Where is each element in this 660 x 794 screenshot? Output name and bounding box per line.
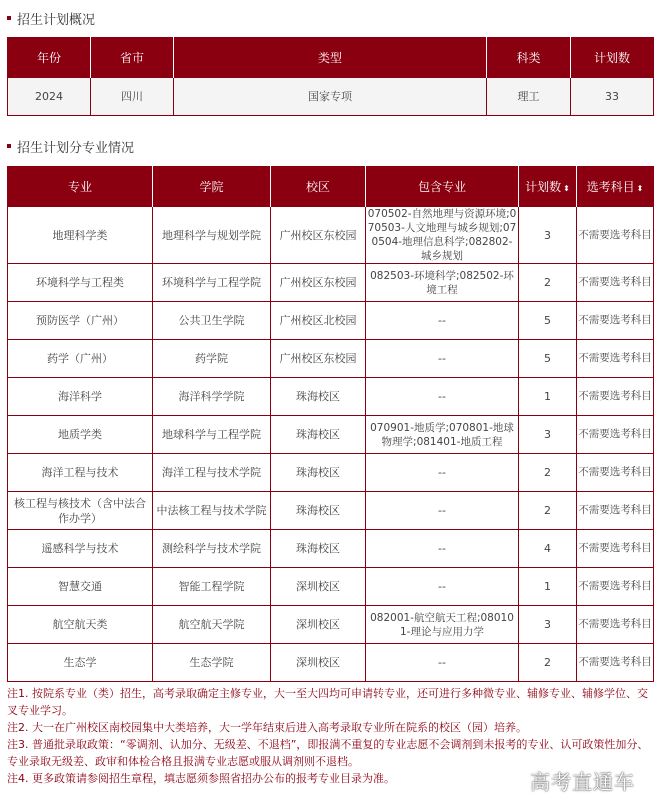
table-cell: 环境科学与工程类 — [8, 264, 153, 302]
note-text: 注3. 普通批录取政策：“零调剂、认加分、无级差、不退档”，即报满不重复的专业志愿不会调剂到未报考的专业、认可政策性加分、专业录取无级差、政审和体检合格且报满专业志愿或服从调剂则不退档。 — [7, 738, 649, 768]
table-cell: 2 — [519, 644, 577, 682]
column-header: 科类 — [487, 37, 571, 78]
table-cell: 不需要选考科目 — [577, 530, 654, 568]
table-cell: 不需要选考科目 — [577, 416, 654, 454]
table-cell: -- — [366, 340, 519, 378]
column-header-label: 专业 — [67, 179, 92, 194]
table-row — [8, 340, 654, 378]
table-cell: 4 — [519, 530, 577, 568]
table-cell: 1 — [519, 568, 577, 606]
table-cell: -- — [366, 568, 519, 606]
table-cell: -- — [366, 302, 519, 340]
note — [7, 770, 655, 794]
table-row — [8, 530, 654, 568]
table-cell: 不需要选考科目 — [577, 492, 654, 530]
table-row — [8, 454, 654, 492]
table-cell: 不需要选考科目 — [577, 644, 654, 682]
section-title-overview: 招生计划概况 — [7, 9, 653, 27]
table-cell: 珠海校区 — [271, 530, 366, 568]
table-cell: 2 — [519, 454, 577, 492]
table-cell: 不需要选考科目 — [577, 340, 654, 378]
column-header-label: 包含专业 — [417, 179, 466, 194]
table-cell: 不需要选考科目 — [577, 378, 654, 416]
table-cell: 2 — [519, 264, 577, 302]
bullet-icon — [7, 144, 11, 148]
table-cell: 广州校区东校园 — [271, 340, 366, 378]
table-cell: 珠海校区 — [271, 416, 366, 454]
table-cell: 2024 — [8, 78, 91, 116]
table-row — [8, 264, 654, 302]
table-row — [8, 606, 654, 644]
table-cell: 珠海校区 — [271, 378, 366, 416]
table-cell: 地理科学与规划学院 — [153, 207, 271, 264]
table-row — [8, 207, 654, 264]
column-header[interactable] — [577, 166, 654, 207]
table-row — [8, 378, 654, 416]
bullet-icon — [7, 16, 11, 20]
sort-arrows-icon[interactable]: ⬍ — [563, 183, 570, 193]
column-header-label: 学院 — [199, 179, 224, 194]
section-title-majors: 招生计划分专业情况 — [7, 137, 653, 155]
column-header — [153, 166, 271, 207]
column-header — [8, 166, 153, 207]
table-cell: 预防医学（广州） — [8, 302, 153, 340]
table-cell: 地理科学类 — [8, 207, 153, 264]
note-text: 注2. 大一在广州校区南校园集中大类培养，大一学年结束后进入高考录取专业所在院系的校区（园）培养。 — [7, 721, 527, 734]
note — [7, 685, 655, 719]
table-row — [8, 416, 654, 454]
table-cell: 不需要选考科目 — [577, 606, 654, 644]
table-cell: 不需要选考科目 — [577, 568, 654, 606]
table-cell: 广州校区东校园 — [271, 207, 366, 264]
table-cell: -- — [366, 492, 519, 530]
table-cell: 5 — [519, 302, 577, 340]
column-header[interactable] — [519, 166, 577, 207]
column-header: 计划数 — [571, 37, 654, 78]
table-row — [8, 302, 654, 340]
table-cell: 测绘科学与技术学院 — [153, 530, 271, 568]
table-cell: 地球科学与工程学院 — [153, 416, 271, 454]
table-cell: -- — [366, 454, 519, 492]
table-row — [8, 568, 654, 606]
table-cell: 药学院 — [153, 340, 271, 378]
table-row — [8, 492, 654, 530]
column-header: 类型 — [174, 37, 487, 78]
column-header-label: 校区 — [305, 179, 330, 194]
table-cell: 深圳校区 — [271, 644, 366, 682]
table-cell: 070901-地质学;070801-地球物理学;081401-地质工程 — [366, 416, 519, 454]
table-cell: 中法核工程与技术学院 — [153, 492, 271, 530]
table-cell: 生态学 — [8, 644, 153, 682]
table-cell: 海洋科学 — [8, 378, 153, 416]
table-cell: 3 — [519, 207, 577, 264]
table-cell: 理工 — [487, 78, 571, 116]
table-cell: 环境科学与工程学院 — [153, 264, 271, 302]
table-cell: -- — [366, 644, 519, 682]
notes — [7, 685, 655, 794]
note-text: 注4. 更多政策请参阅招生章程，填志愿须参照省招办公布的报考专业目录为准。 — [7, 772, 395, 785]
table-cell: 3 — [519, 416, 577, 454]
overview-table — [7, 37, 654, 116]
table-cell: 航空航天学院 — [153, 606, 271, 644]
note-text: 注1. 按院系专业（类）招生，高考录取确定主修专业，大一至大四均可申请转专业，还可进行多种微专业、辅修专业、辅修学位、交叉专业学习。 — [7, 687, 648, 717]
table-cell: 生态学院 — [153, 644, 271, 682]
table-cell: 地质学类 — [8, 416, 153, 454]
table-cell: 公共卫生学院 — [153, 302, 271, 340]
table-cell: 不需要选考科目 — [577, 207, 654, 264]
watermark: 高考直通车 — [530, 770, 635, 794]
table-cell: 082001-航空航天工程;080101-理论与应用力学 — [366, 606, 519, 644]
table-cell: -- — [366, 378, 519, 416]
table-cell: -- — [366, 530, 519, 568]
table-cell: 深圳校区 — [271, 606, 366, 644]
table-cell: 不需要选考科目 — [577, 302, 654, 340]
table-cell: 082503-环境科学;082502-环境工程 — [366, 264, 519, 302]
column-header: 省市 — [91, 37, 174, 78]
table-cell: 5 — [519, 340, 577, 378]
column-header — [366, 166, 519, 207]
table-cell: 国家专项 — [174, 78, 487, 116]
table-row — [8, 78, 654, 116]
table-cell: 3 — [519, 606, 577, 644]
table-cell: 1 — [519, 378, 577, 416]
table-cell: 珠海校区 — [271, 454, 366, 492]
table-cell: 海洋工程与技术 — [8, 454, 153, 492]
table-cell: 遥感科学与技术 — [8, 530, 153, 568]
column-header-label: 计划数 — [525, 179, 562, 194]
table-cell: 航空航天类 — [8, 606, 153, 644]
table-cell: 广州校区东校园 — [271, 264, 366, 302]
table-cell: 智能工程学院 — [153, 568, 271, 606]
table-cell: 不需要选考科目 — [577, 454, 654, 492]
table-cell: 海洋工程与技术学院 — [153, 454, 271, 492]
column-header — [271, 166, 366, 207]
note — [7, 736, 655, 770]
table-cell: 深圳校区 — [271, 568, 366, 606]
majors-table — [7, 166, 654, 682]
column-header: 年份 — [8, 37, 91, 78]
table-cell: 药学（广州） — [8, 340, 153, 378]
column-header-label: 选考科目 — [586, 179, 635, 194]
table-cell: 2 — [519, 492, 577, 530]
table-cell: 核工程与核技术（含中法合作办学） — [8, 492, 153, 530]
table-cell: 070502-自然地理与资源环境;070503-人文地理与城乡规划;070504-地理信息科学;082802-城乡规划 — [366, 207, 519, 264]
table-cell: 珠海校区 — [271, 492, 366, 530]
table-row — [8, 644, 654, 682]
table-cell: 四川 — [91, 78, 174, 116]
note — [7, 719, 655, 736]
table-cell: 广州校区北校园 — [271, 302, 366, 340]
table-cell: 海洋科学学院 — [153, 378, 271, 416]
table-cell: 不需要选考科目 — [577, 264, 654, 302]
sort-arrows-icon[interactable]: ⬍ — [636, 183, 644, 193]
table-cell: 智慧交通 — [8, 568, 153, 606]
table-cell: 33 — [571, 78, 654, 116]
